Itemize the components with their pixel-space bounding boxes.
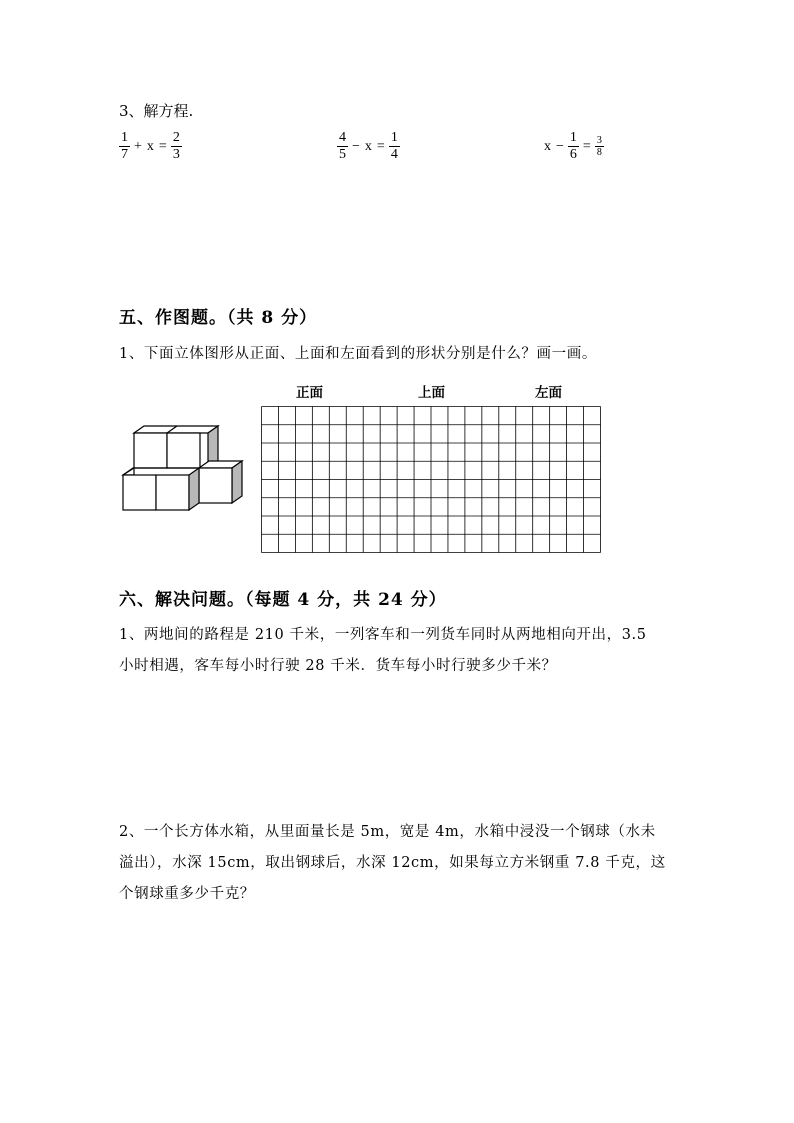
fraction: $\frac{1}{6}$: [569, 130, 577, 162]
equation-1: $\frac{1}{7}$ + x = $\frac{2}{3}$: [121, 130, 180, 162]
problem-2-line-1: 2、一个长方体水箱，从里面量长是 5m，宽是 4m，水箱中浸没一个钢球（水未: [119, 824, 656, 840]
fraction: $\frac{2}{3}$: [172, 130, 180, 162]
left-view-label: 左面: [535, 385, 562, 401]
problem-2-line-3: 个钢球重多少千克？: [119, 886, 255, 902]
fraction: $\frac{3}{8}$: [596, 135, 602, 158]
section-six-heading: 六、解决问题。（每题 4 分，共 24 分）: [119, 590, 447, 610]
equation-3: x − $\frac{1}{6}$ = $\frac{3}{8}$: [544, 130, 602, 162]
top-view-label: 上面: [418, 385, 445, 401]
problem-2-line-2: 溢出），水深 15cm，取出钢球后，水深 12cm，如果每立方米钢重 7.8 千克，这: [119, 855, 666, 871]
fraction: $\frac{1}{7}$: [121, 130, 128, 162]
equation-2: $\frac{4}{5}$ − x = $\frac{1}{4}$: [339, 130, 398, 162]
section-five-heading: 五、作图题。（共 8 分）: [119, 308, 318, 328]
problem-1-line-2: 小时相遇，客车每小时行驶 28 千米．货车每小时行驶多少千米？: [119, 658, 557, 674]
fraction: $\frac{4}{5}$: [339, 130, 346, 162]
fraction: $\frac{1}{4}$: [390, 130, 398, 162]
drawing-question-1: 1、下面立体图形从正面、上面和左面看到的形状分别是什么？画一画。: [119, 346, 597, 362]
drawing-grid[interactable]: [261, 406, 601, 553]
cube-stack-figure: [118, 425, 248, 515]
problem-1-line-1: 1、两地间的路程是 210 千米，一列客车和一列货车同时从两地相向开出，3.5: [119, 627, 647, 643]
equation-question-title: 3、解方程.: [119, 102, 194, 120]
front-view-label: 正面: [296, 385, 323, 401]
